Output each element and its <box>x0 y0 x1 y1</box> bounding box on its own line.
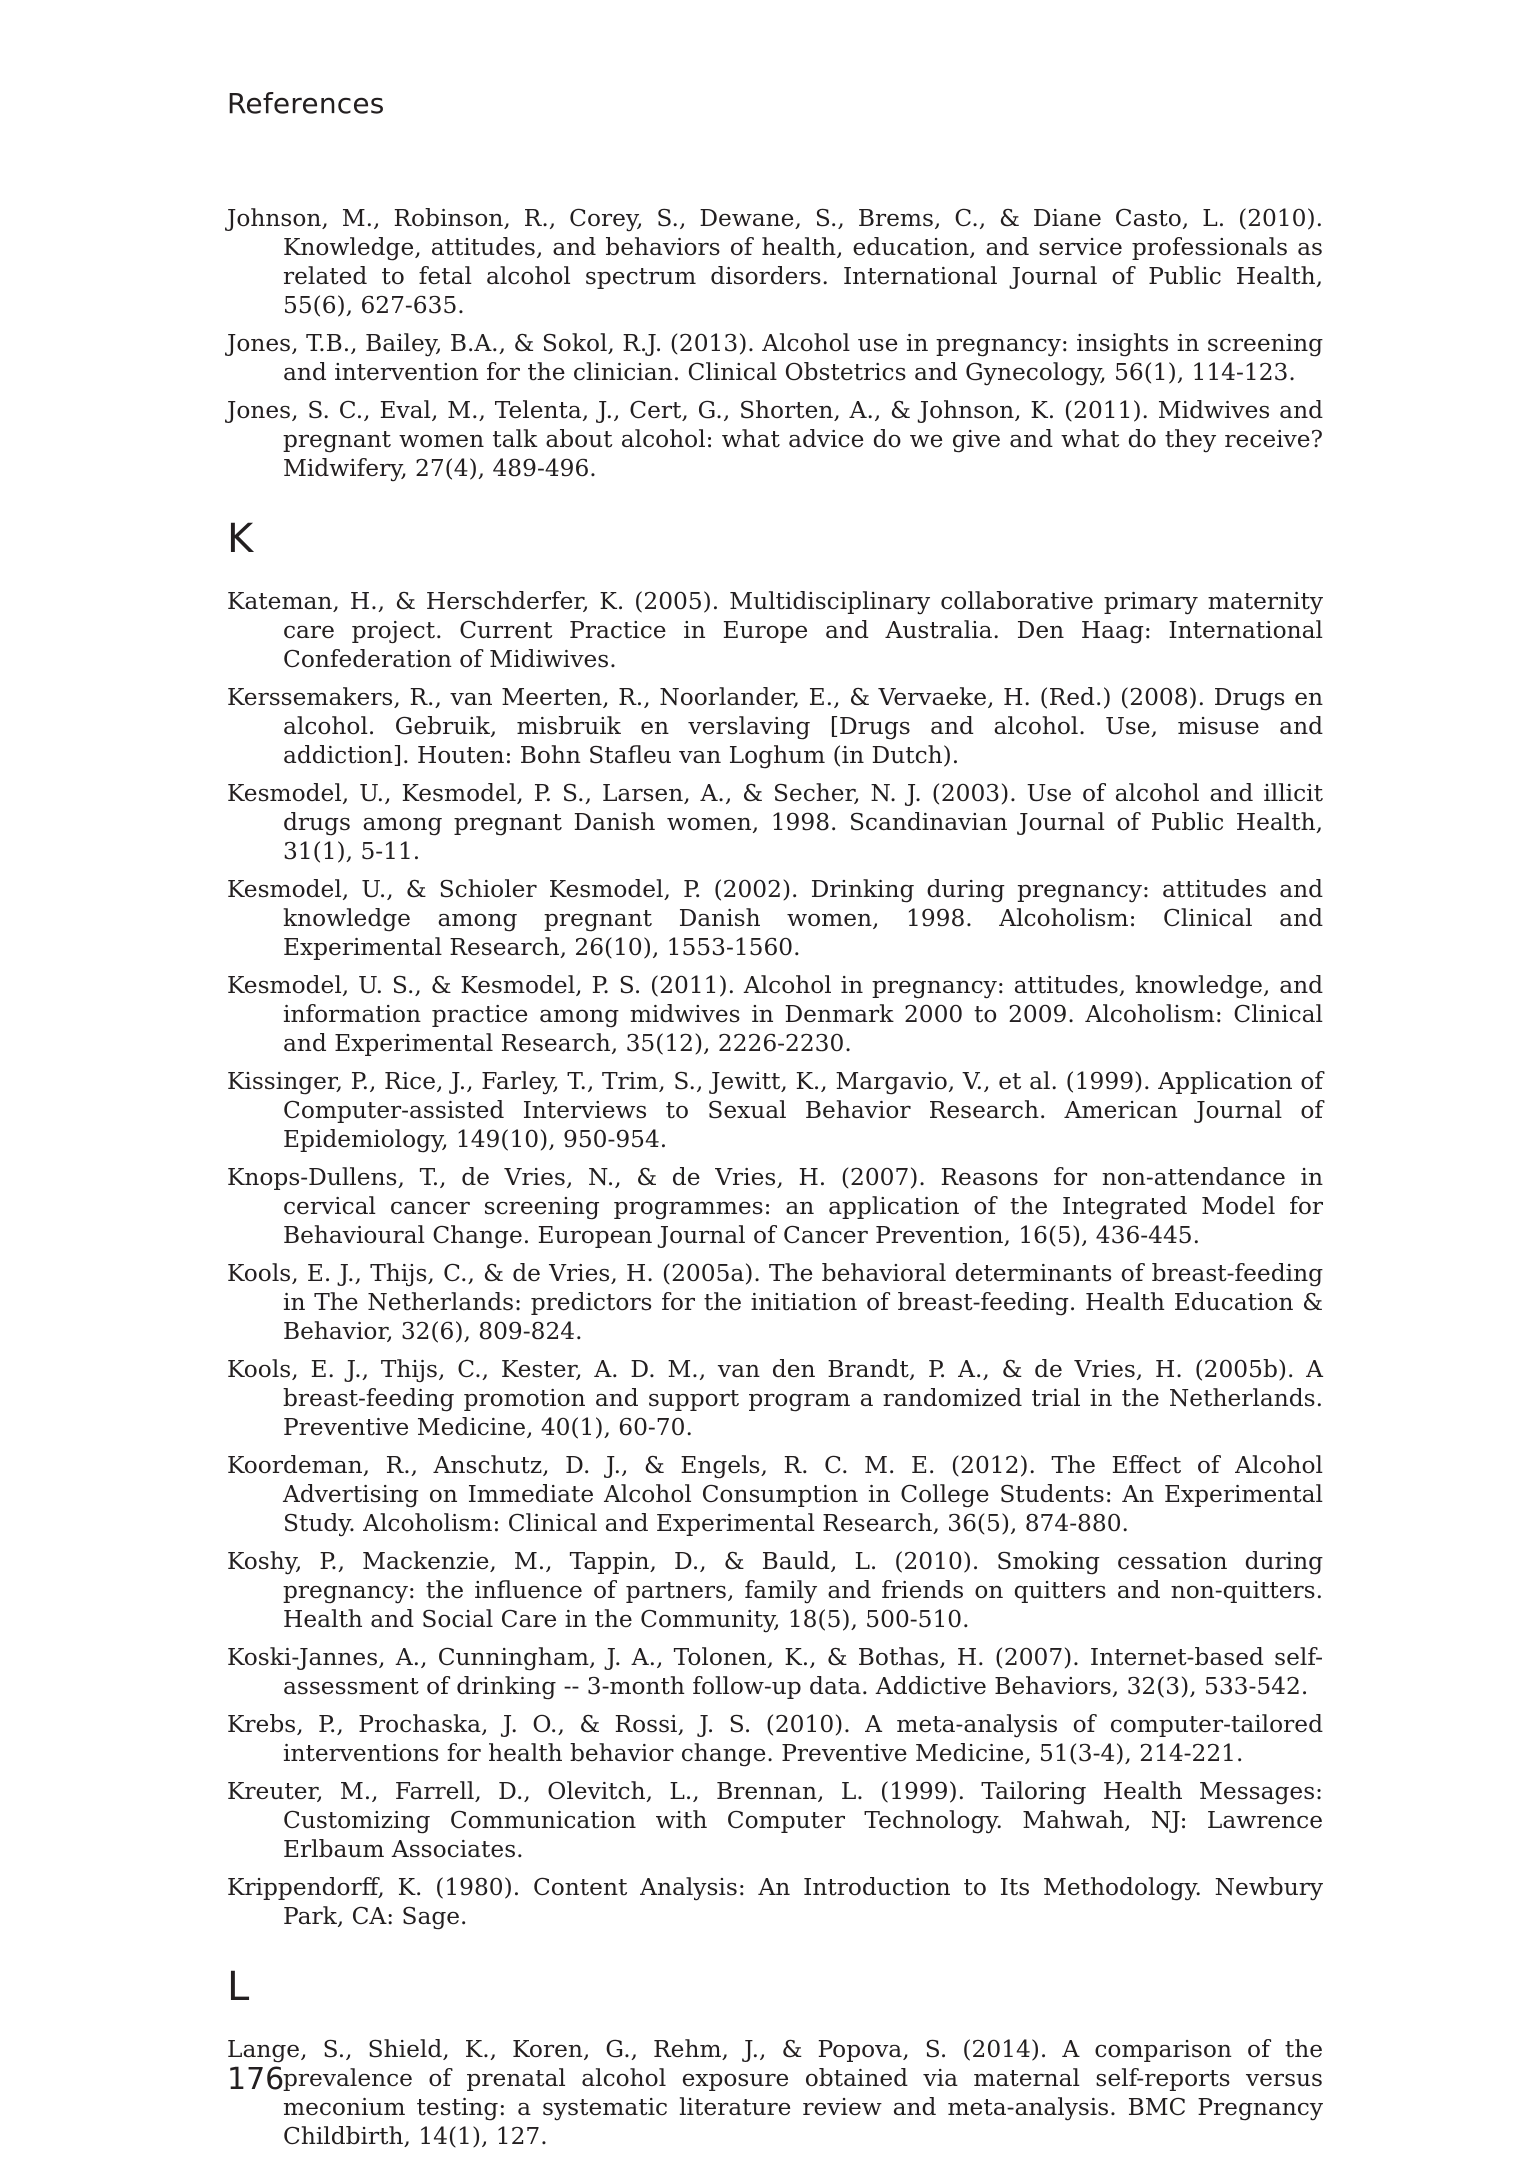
reference-entry: Johnson, M., Robinson, R., Corey, S., Dewane, S., Brems, C., & Diane Casto, L. (2010). Knowledge, attitudes, and behaviors of health, education, and service professionals as related to fetal alcohol spectrum disorders. International Journal of Public Health, 55(6), 627-635. <box>227 205 1323 319</box>
references-section-j <box>227 204 1323 483</box>
reference-entry: Kerssemakers, R., van Meerten, R., Noorlander, E., & Vervaeke, H. (Red.) (2008). Drugs en alcohol. Gebruik, misbruik en verslaving [Drugs and alcohol. Use, misuse and addiction]. Houten: Bohn Stafleu van Loghum (in Dutch). <box>227 684 1323 769</box>
reference-entry: Jones, S. C., Eval, M., Telenta, J., Cert, G., Shorten, A., & Johnson, K. (2011). Midwives and pregnant women talk about alcohol: what advice do we give and what do they receive? Midwifery, 27(4), 489-496. <box>227 397 1323 482</box>
reference-entry: Kools, E. J., Thijs, C., Kester, A. D. M., van den Brandt, P. A., & de Vries, H. (2005b). A breast-feeding promotion and support program a randomized trial in the Netherlands. Preventive Medicine, 40(1), 60-70. <box>227 1356 1323 1441</box>
reference-entry: Kissinger, P., Rice, J., Farley, T., Trim, S., Jewitt, K., Margavio, V., et al. (1999). Application of Computer-assisted Interviews to Sexual Behavior Research. American Journal of Epidemiology, 149(10), 950-954. <box>227 1068 1323 1153</box>
reference-entry: Koshy, P., Mackenzie, M., Tappin, D., & Bauld, L. (2010). Smoking cessation during pregnancy: the influence of partners, family and friends on quitters and non-quitters. Health and Social Care in the Community, 18(5), 500-510. <box>227 1548 1323 1633</box>
reference-entry: Krebs, P., Prochaska, J. O., & Rossi, J. S. (2010). A meta-analysis of computer-tailored interventions for health behavior change. Preventive Medicine, 51(3-4), 214-221. <box>227 1711 1323 1767</box>
reference-entry: Jones, T.B., Bailey, B.A., & Sokol, R.J. (2013). Alcohol use in pregnancy: insights in screening and intervention for the clinician. Clinical Obstetrics and Gynecology, 56(1), 114-123. <box>227 330 1323 386</box>
references-section-l <box>227 1963 1323 2151</box>
section-heading-l: L <box>227 1964 250 2010</box>
running-head: References <box>227 87 385 120</box>
reference-entry: Kesmodel, U., & Schioler Kesmodel, P. (2002). Drinking during pregnancy: attitudes and knowledge among pregnant Danish women, 1998. Alcoholism: Clinical and Experimental Research, 26(10), 1553-1560. <box>227 876 1323 961</box>
reference-entry: Kreuter, M., Farrell, D., Olevitch, L., Brennan, L. (1999). Tailoring Health Messages: Customizing Communication with Computer Technology. Mahwah, NJ: Lawrence Erlbaum Associates. <box>227 1778 1323 1863</box>
reference-entry: Kools, E. J., Thijs, C., & de Vries, H. (2005a). The behavioral determinants of breast-feeding in The Netherlands: predictors for the initiation of breast-feeding. Health Education & Behavior, 32(6), 809-824. <box>227 1260 1323 1345</box>
reference-entry: Kesmodel, U. S., & Kesmodel, P. S. (2011). Alcohol in pregnancy: attitudes, knowledge, and information practice among midwives in Denmark 2000 to 2009. Alcoholism: Clinical and Experimental Research, 35(12), 2226-2230. <box>227 972 1323 1057</box>
reference-entry: Koski-Jannes, A., Cunningham, J. A., Tolonen, K., & Bothas, H. (2007). Internet-based self-assessment of drinking -- 3-month follow-up data. Addictive Behaviors, 32(3), 533-542. <box>227 1644 1323 1700</box>
reference-entry: Lange, S., Shield, K., Koren, G., Rehm, J., & Popova, S. (2014). A comparison of the prevalence of prenatal alcohol exposure obtained via maternal self-reports versus meconium testing: a systematic literature review and meta-analysis. BMC Pregnancy Childbirth, 14(1), 127. <box>227 2036 1323 2150</box>
page-number: 176 <box>227 2062 285 2097</box>
reference-entry: Koordeman, R., Anschutz, D. J., & Engels, R. C. M. E. (2012). The Effect of Alcohol Advertising on Immediate Alcohol Consumption in College Students: An Experimental Study. Alcoholism: Clinical and Experimental Research, 36(5), 874-880. <box>227 1452 1323 1537</box>
references-section-k <box>227 515 1323 1931</box>
reference-entry: Kesmodel, U., Kesmodel, P. S., Larsen, A., & Secher, N. J. (2003). Use of alcohol and illicit drugs among pregnant Danish women, 1998. Scandinavian Journal of Public Health, 31(1), 5-11. <box>227 780 1323 865</box>
reference-entry: Knops-Dullens, T., de Vries, N., & de Vries, H. (2007). Reasons for non-attendance in cervical cancer screening programmes: an application of the Integrated Model for Behavioural Change. European Journal of Cancer Prevention, 16(5), 436-445. <box>227 1164 1323 1249</box>
section-heading-k: K <box>227 516 254 562</box>
reference-list <box>227 204 1323 2160</box>
reference-entry: Kateman, H., & Herschderfer, K. (2005). Multidisciplinary collaborative primary maternity care project. Current Practice in Europe and Australia. Den Haag: International Confederation of Midiwives. <box>227 588 1323 673</box>
reference-entry: Krippendorff, K. (1980). Content Analysis: An Introduction to Its Methodology. Newbury Park, CA: Sage. <box>227 1874 1323 1930</box>
